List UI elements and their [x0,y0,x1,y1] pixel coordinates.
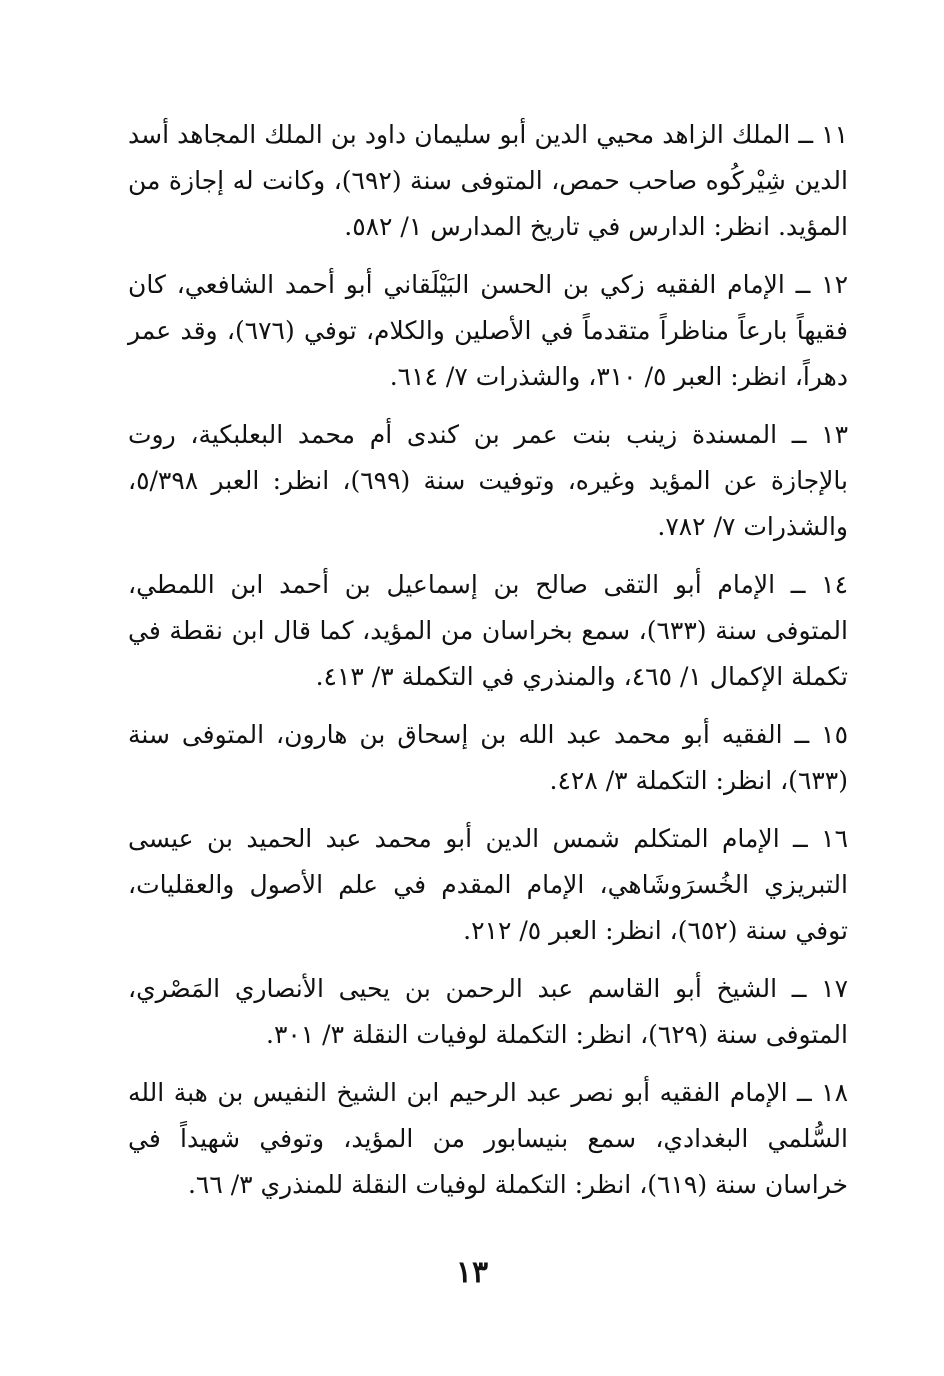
entry-17: ١٧ ــ الشيخ أبو القاسم عبد الرحمن بن يحيى الأنصاري المَصْري، المتوفى سنة (٦٢٩)، انظر: التكملة لوفيات النقلة ٣/ ٣٠١. [128,974,848,1049]
entry-11: ١١ ــ الملك الزاهد محيي الدين أبو سليمان داود بن الملك المجاهد أسد الدين شِيْركُوه صاحب حمص، المتوفى سنة (٦٩٢)، وكانت له إجازة من المؤيد. انظر: الدارس في تاريخ المدارس ١/ ٥٨٢. [128,120,848,241]
entry-16: ١٦ ــ الإمام المتكلم شمس الدين أبو محمد عبد الحميد بن عيسى التبريزي الخُسرَوشَاهي، الإمام المقدم في علم الأصول والعقليات، توفي سنة (٦٥٢)، انظر: العبر ٥/ ٢١٢. [128,824,848,945]
page-number: ١٣ [455,1255,489,1290]
entry-14: ١٤ ــ الإمام أبو التقى صالح بن إسماعيل بن أحمد ابن اللمطي، المتوفى سنة (٦٣٣)، سمع بخراسان من المؤيد، كما قال ابن نقطة في تكملة الإكمال ١/ ٤٦٥، والمنذري في التكملة ٣/ ٤١٣. [128,570,848,691]
entry-18: ١٨ ــ الإمام الفقيه أبو نصر عبد الرحيم ابن الشيخ النفيس بن هبة الله السُّلمي البغدادي، سمع بنيسابور من المؤيد، وتوفي شهيداً في خراسان سنة (٦١٩)، انظر: التكملة لوفيات النقلة للمنذري ٣/ ٦٦. [128,1078,848,1199]
entry-13: ١٣ ــ المسندة زينب بنت عمر بن كندى أم محمد البعلبكية، روت بالإجازة عن المؤيد وغيره، وتوفيت سنة (٦٩٩)، انظر: العبر ٥/٣٩٨، والشذرات ٧/ ٧٨٢. [128,420,848,541]
biography-entries [128,112,848,1220]
entry-12: ١٢ ــ الإمام الفقيه زكي بن الحسن البَيْلَقاني أبو أحمد الشافعي، كان فقيهاً بارعاً مناظراً متقدماً في الأصلين والكلام، توفي (٦٧٦)، وقد عمر دهراً، انظر: العبر ٥/ ٣١٠، والشذرات ٧/ ٦١٤. [128,270,848,391]
entry-15: ١٥ ــ الفقيه أبو محمد عبد الله بن إسحاق بن هارون، المتوفى سنة (٦٣٣)، انظر: التكملة ٣/ ٤٢٨. [128,720,848,795]
